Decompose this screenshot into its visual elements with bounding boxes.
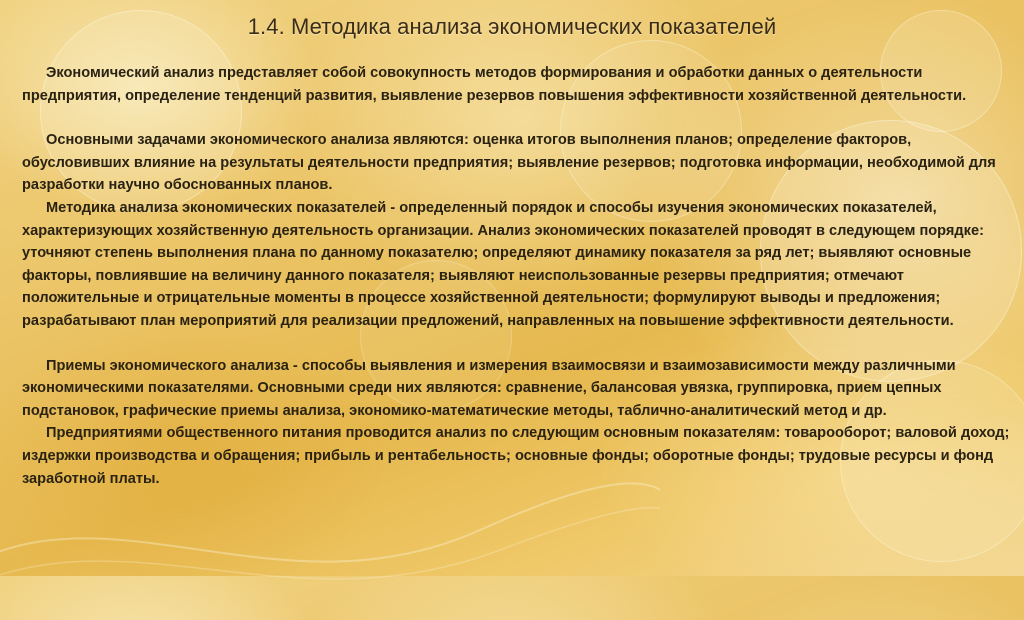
paragraph-definition: Экономический анализ представляет собой совокупность методов формирования и обработки данных о деятельности предприятия, определение тенденций развития, выявление резервов повышения эффективности хозяйственной деятельности. [22, 65, 967, 104]
paragraph-indicators: Предприятиями общественного питания проводится анализ по следующим основным показателям: товарооборот; валовой доход; издержки производства и обращения; прибыль и рентабельность; основные фонды; оборотные фонды; трудовые ресурсы и фонд заработной платы. [22, 425, 1010, 487]
slide-body [22, 62, 1012, 490]
paragraph-methodology: Методика анализа экономических показателей - определенный порядок и способы изучения экономических показателей, характеризующих хозяйственную деятельность организации. Анализ экономических показателей проводят в следующем порядке: уточняют степень выполнения плана по данному показателю; определяют динамику показателя за ряд лет; выявляют основные факторы, повлиявшие на величину данного показателя; выявляют неиспользованные резервы предприятия; отмечают положительные и отрицательные моменты в процессе хозяйственной деятельности; формулируют выводы и предложения; разрабатывают план мероприятий для реализации предложений, направленных на повышение эффективности деятельности. [22, 199, 984, 329]
paragraph-techniques: Приемы экономического анализа - способы выявления и измерения взаимосвязи и взаимозависимости между различными экономическими показателями. Основными среди них являются: сравнение, балансовая увязка, группировка, прием цепных подстановок, графические приемы анализа, экономико-математические методы, таблично-аналитический метод и др. [22, 357, 956, 419]
slide-title: 1.4. Методика анализа экономических показателей [247, 14, 777, 39]
paragraph-tasks: Основными задачами экономического анализа являются: оценка итогов выполнения планов; определение факторов, обусловивших влияние на результаты деятельности предприятия; выявление резервов; подготовка информации, необходимой для разработки научно обоснованных планов. [22, 132, 996, 194]
